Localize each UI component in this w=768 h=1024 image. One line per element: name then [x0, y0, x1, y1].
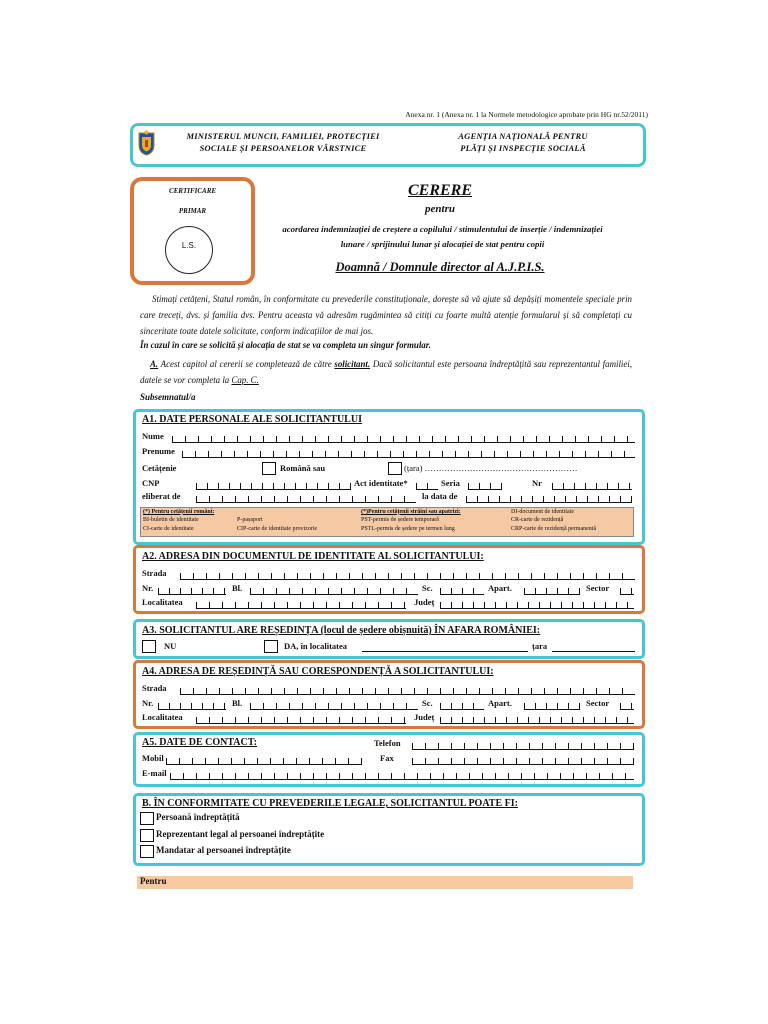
apart-field[interactable]	[524, 703, 580, 710]
fax-field[interactable]	[412, 758, 634, 765]
tara-label: (țara) ………………………………………………	[404, 463, 578, 473]
section-a4-title: A4. ADRESA DE REȘEDINȚĂ SAU CORESPONDENȚĂ A SOLICITANTULUI:	[142, 666, 494, 677]
form-purpose: acordarea indemnizației de creștere a copilului / stimulentului de inserție / indemnizației lunare / sprijinului lunar și alocației de stat pentru copii	[282, 224, 603, 249]
mobil-label: Mobil	[142, 753, 164, 763]
cetatenie-label: Cetățenie	[142, 463, 177, 473]
cnp-field[interactable]	[196, 483, 351, 490]
apart-label: Apart.	[488, 698, 512, 708]
telefon-field[interactable]	[412, 743, 634, 750]
reprezentant-legal-checkbox[interactable]	[140, 829, 154, 842]
email-field[interactable]	[170, 773, 634, 780]
mandatar-label: Mandatar al persoanei îndreptățite	[156, 845, 291, 855]
nr-field[interactable]	[158, 703, 226, 710]
id-documents-legend: (*) Pentru cetățenii români: BI-buletin de identitate CI-carte de identitate P-pașaport CIP-carte de identitate provizorie (*)Pentru cetățenii străini sau apatrizi: PST-permis de ședere temporară PSTL-permis de ședere pe termen lung DI-document de identitate CR-carte de rezidență CRP-carte de rezidență permanentă	[140, 507, 634, 537]
nr-field[interactable]	[552, 483, 632, 490]
allowance-note: În cazul în care se solicită și alocația de stat se va completa un singur formular.	[140, 340, 431, 350]
chapter-a-paragraph: A. Acest capitol al cererii se completează de către solicitant. Dacă solicitantul este persoana îndreptățită sau reprezentantul familiei, datele se vor completa la Cap. C.	[140, 359, 633, 385]
addressee: Doamnă / Domnule director al A.J.P.I.S.	[335, 260, 545, 274]
nu-checkbox[interactable]	[142, 640, 156, 653]
nr-label: Nr.	[142, 583, 154, 593]
sc-field[interactable]	[440, 703, 484, 710]
da-checkbox[interactable]	[264, 640, 278, 653]
telefon-label: Telefon	[374, 738, 401, 748]
tara-line[interactable]	[552, 651, 635, 652]
sc-field[interactable]	[440, 588, 484, 595]
strada-label: Strada	[142, 568, 167, 578]
apart-field[interactable]	[524, 588, 580, 595]
strada-field[interactable]	[180, 688, 635, 695]
certification-label: CERTIFICARE	[168, 187, 217, 195]
act-field[interactable]	[416, 483, 438, 490]
bl-label: Bl.	[232, 698, 243, 708]
sc-label: Sc.	[422, 583, 433, 593]
annex-note: Anexa nr. 1 (Anexa nr. 1 la Normele metodologice aprobate prin HG nr.52/2011)	[405, 110, 648, 119]
mandatar-checkbox[interactable]	[140, 845, 154, 858]
nr-label: Nr	[532, 478, 542, 488]
la-data-field[interactable]	[466, 496, 632, 503]
agency-name: AGENȚIA NAȚIONALĂ PENTRU PLĂȚI ȘI INSPECȚIE SOCIALĂ	[458, 131, 588, 153]
localitatea-field[interactable]	[196, 602, 406, 609]
localitatea-label: Localitatea	[142, 712, 183, 722]
intro-paragraph: Stimați cetățeni, Statul român, în conformitate cu prevederile constituționale, dorește să vă ajute să depășiți momentele speciale prin care treceți, dvs. și familia dvs. Pentru aceasta vă adresăm rugămintea să citiți cu foarte multă atenție formularul și să completați cu sinceritate toate datele solicitate, conform indicațiilor de mai jos.	[140, 294, 632, 336]
romana-checkbox[interactable]	[262, 462, 276, 475]
reprezentant-legal-label: Reprezentant legal al persoanei îndreptățite	[156, 829, 325, 839]
cnp-label: CNP	[142, 478, 160, 488]
judet-field[interactable]	[440, 717, 634, 724]
strada-label: Strada	[142, 683, 167, 693]
fax-label: Fax	[380, 753, 394, 763]
localitatea-label: Localitatea	[142, 597, 183, 607]
nr-label: Nr.	[142, 698, 154, 708]
eliberat-label: eliberat de	[142, 491, 181, 501]
apart-label: Apart.	[488, 583, 512, 593]
sector-field[interactable]	[620, 703, 634, 710]
coat-of-arms-icon	[138, 130, 155, 156]
sector-field[interactable]	[620, 588, 634, 595]
bl-field[interactable]	[250, 588, 418, 595]
sector-label: Sector	[586, 698, 610, 708]
tara-checkbox[interactable]	[388, 462, 402, 475]
seal-label: L.S.	[181, 241, 197, 250]
judet-field[interactable]	[440, 602, 634, 609]
ministry-header	[130, 123, 646, 167]
prenume-field[interactable]	[182, 451, 635, 458]
persoana-indreptatita-checkbox[interactable]	[140, 812, 154, 825]
tara-label: țara	[532, 641, 548, 651]
section-a2	[133, 545, 645, 614]
nr-field[interactable]	[158, 588, 226, 595]
strada-field[interactable]	[180, 573, 635, 580]
sc-label: Sc.	[422, 698, 433, 708]
localitatea-field[interactable]	[196, 717, 406, 724]
section-a1-title: A1. DATE PERSONALE ALE SOLICITANTULUI	[142, 414, 362, 425]
pentru-label: Pentru	[140, 876, 167, 886]
localitate-line[interactable]	[362, 651, 528, 652]
section-b	[133, 793, 645, 866]
section-a3-title: A3. SOLICITANTUL ARE REȘEDINȚA (locul de ședere obișnuită) ÎN AFARA ROMÂNIEI:	[142, 625, 541, 636]
undersigned-label: Subsemnatul/a	[140, 392, 196, 402]
section-a3	[133, 619, 645, 659]
mayor-certification-box	[130, 177, 255, 285]
prenume-label: Prenume	[142, 446, 175, 456]
seria-field[interactable]	[468, 483, 502, 490]
ministry-name: MINISTERUL MUNCII, FAMILIEI, PROTECȚIEI SOCIALE ȘI PERSOANELOR VÂRSTNICE	[186, 131, 380, 153]
section-a5	[133, 732, 645, 787]
bl-field[interactable]	[250, 703, 418, 710]
mayor-label: PRIMAR	[178, 207, 207, 215]
act-identitate-label: Act identitate*	[354, 478, 408, 488]
nu-label: NU	[164, 641, 177, 651]
nume-label: Nume	[142, 431, 164, 441]
section-a4	[133, 660, 645, 729]
email-label: E-mail	[142, 768, 167, 778]
judet-label: Județ	[414, 712, 435, 722]
form-subtitle: pentru	[425, 203, 455, 215]
section-a5-title: A5. DATE DE CONTACT:	[142, 737, 258, 748]
section-a2-title: A2. ADRESA DIN DOCUMENTUL DE IDENTITATE AL SOLICITANTULUI:	[142, 551, 484, 562]
section-b-title: B. ÎN CONFORMITATE CU PREVEDERILE LEGALE, SOLICITANTUL POATE FI:	[142, 798, 518, 809]
eliberat-field[interactable]	[196, 496, 416, 503]
nume-field[interactable]	[172, 436, 635, 443]
sector-label: Sector	[586, 583, 610, 593]
mobil-field[interactable]	[166, 758, 362, 765]
judet-label: Județ	[414, 597, 435, 607]
seria-label: Seria	[441, 478, 460, 488]
form-title: CERERE	[407, 182, 473, 199]
romana-label: Română sau	[280, 463, 326, 473]
persoana-indreptatita-label: Persoană îndreptățită	[156, 812, 240, 822]
la-data-label: la data de	[422, 491, 458, 501]
seal-circle	[165, 226, 213, 274]
pentru-bar	[137, 876, 633, 889]
da-label: DA, în localitatea	[284, 641, 348, 651]
bl-label: Bl.	[232, 583, 243, 593]
